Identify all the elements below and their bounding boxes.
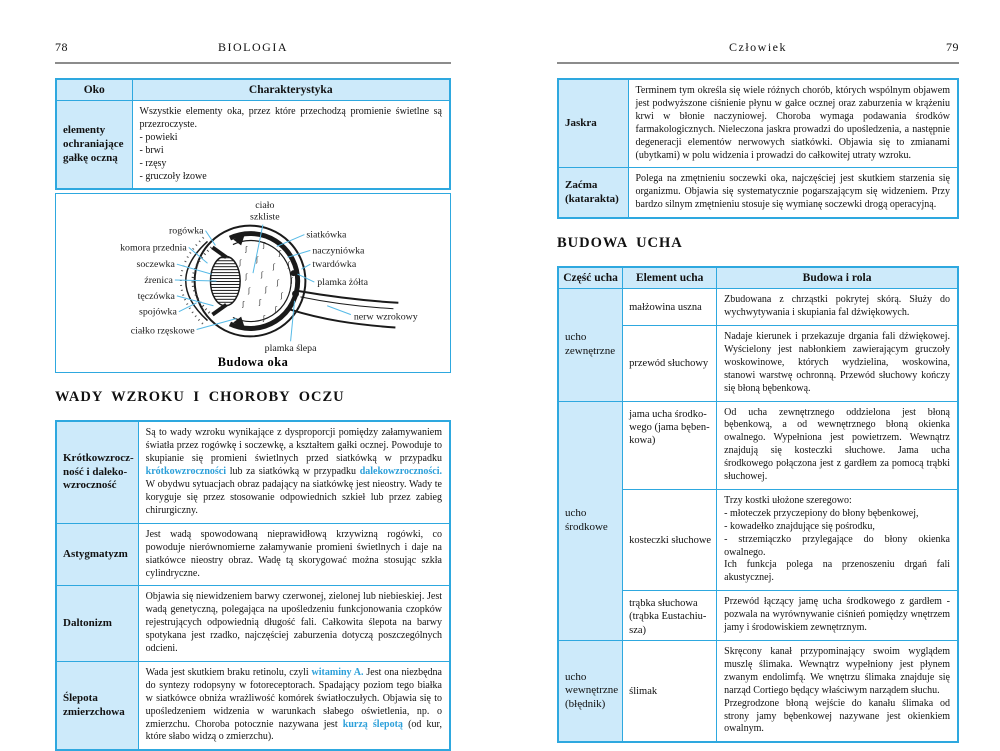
ear-element-description: Zbudowana z chrząstki pokrytej skórą. Służy do wychwytywania i skupiania fal dźwiękowych.: [717, 289, 958, 326]
row-label: Jaskra: [558, 79, 628, 168]
row-bullet-list: - powieki - brwi - rzęsy - gruczoły łzowe: [139, 131, 207, 182]
svg-text:ʃ: ʃ: [260, 271, 264, 280]
svg-text:ʃ: ʃ: [264, 286, 268, 295]
label-naczyniowka: naczyniówka: [312, 245, 365, 257]
label-cialko-rzeskowe: ciałko rzęskowe: [130, 325, 195, 337]
label-spojowka: spojówka: [138, 307, 177, 319]
row-content: Jest wadą spowodowaną nieprawidłową krzywizną rogówki, co powoduje nierównomierne załamywanie promieni świetlnych i daje na siatkówce nieostry obraz. Wadę tą skorygować można stosując szkła cylindryczne.: [138, 523, 450, 586]
diagram-caption: Budowa oka: [217, 355, 289, 370]
svg-text:ʃ: ʃ: [239, 259, 242, 268]
row-content: Są to wady wzroku wynikające z dysproporcji pomiędzy załamywaniem światła przez rogówkę i soczewkę, a kształtem gałki ocznej. Powoduje to skupianie się promieni świetlnych przed siatkówką w przypadku krótkowzroczności lub za siatkówką w przypadku dalekowzroczności. W obydwu sytuacjach obraz padający na siatkówkę jest nieostry. Wady te koryguje się przez stosowanie odpowiednich szkieł lub przez zabieg chirurgiczny.: [138, 421, 450, 523]
optic-nerve-upper: [298, 291, 399, 303]
row-content: Polega na zmętnieniu soczewki oka, najczęściej jest skutkiem starzenia się organizmu. Objawia się systematycznie pogarszającym się widzeniem. Przy bardzo silnym zmętnieniu stosuje się wymianę soczewki drogą operacyjną.: [628, 168, 958, 218]
svg-text:ʃ: ʃ: [242, 301, 245, 310]
label-plamka-slepa: plamka ślepa: [264, 343, 317, 355]
svg-text:ʃ: ʃ: [245, 245, 248, 254]
label-nerw-wzrokowy: nerw wzrokowy: [353, 312, 418, 324]
table-row: [56, 101, 450, 190]
label-cialo-szkliste: ciało: [255, 200, 275, 212]
running-head-right: [557, 40, 959, 64]
ear-element-description: Trzy kostki ułożone szeregowo: - młoteczek przyczepiony do błony bębenkowej, - kowadełko znajdujące się pośrodku, - strzemiączko przylegające do błony okienka owalnego. Ich funkcja polega na przenoszeniu drgań fali akustycznej.: [717, 489, 958, 590]
ear-element-name: przewód słuchowy: [623, 325, 717, 401]
ear-element-description: Nadaje kierunek i przekazuje drgania fali dźwiękowej. Wyścielony jest nabłonkiem zawierającym gruczoły woskowinowe, których wydzielina, woskowina, stanowi warstwę ochronną. Przewód słuchowy kończy się błoną bębenkową.: [717, 325, 958, 401]
vision-defects-table: [55, 420, 451, 751]
table-row: [558, 79, 958, 168]
running-title: BIOLOGIA: [218, 40, 288, 54]
svg-text:ʃ: ʃ: [274, 306, 278, 315]
table-row: [558, 641, 958, 743]
row-label: Ślepota zmierzchowa: [56, 661, 138, 750]
eye-diagram: [56, 194, 450, 372]
ear-element-name: małżowina uszna: [623, 289, 717, 326]
ear-part-label: ucho środkowe: [558, 401, 623, 641]
label-cialo-szkliste-2: szkliste: [250, 212, 280, 224]
col-header-budowa-i-rola: Budowa i rola: [717, 267, 958, 289]
row-content: Wada jest skutkiem braku retinolu, czyli witaminy A. Jest ona niezbędna do syntezy rodopsyny w fotoreceptorach. Spadający poziom tego białka w siatkówce obniża wrażliwość komórek światłoczułych. Objawia się to upośledzeniem widzenia w warunkach słabego oświetlenia, np. o zmierzchu. Choroba potocznie nazywana jest kurzą ślepotą (od kur, które słabo widzą o zmierzchu).: [138, 661, 450, 750]
ear-element-name: ślimak: [623, 641, 717, 743]
row-intro: Wszystkie elementy oka, przez które przechodzą promienie świetlne są przezroczyste.: [139, 106, 442, 130]
row-label: Daltonizm: [56, 586, 138, 662]
table-row: [558, 401, 958, 489]
row-content: [132, 101, 450, 190]
eye-diseases-table: [557, 78, 959, 219]
label-komora-przednia: komora przednia: [120, 242, 187, 254]
running-head-left: [55, 40, 451, 64]
row-label: elementy ochraniające gałkę oczną: [56, 101, 132, 190]
svg-text:ʃ: ʃ: [280, 292, 284, 301]
label-zrenica: źrenica: [144, 275, 173, 287]
table-row: [56, 586, 450, 662]
section-title-budowa-ucha: BUDOWA UCHA: [557, 235, 683, 252]
svg-text:ʃ: ʃ: [262, 315, 266, 324]
col-header-czesc-ucha: Część ucha: [558, 267, 623, 289]
table-row: [56, 421, 450, 523]
table-row: [56, 523, 450, 586]
ear-element-name: jama ucha środko- wego (jama bęben- kowa): [623, 401, 717, 489]
svg-text:ʃ: ʃ: [255, 256, 259, 265]
label-teczowka: tęczówka: [137, 291, 175, 303]
yellow-spot-mark: [291, 271, 297, 277]
ear-element-name: kosteczki słuchowe: [623, 489, 717, 590]
svg-text:ʃ: ʃ: [258, 299, 262, 308]
col-header-oko: Oko: [56, 79, 132, 101]
running-title: Człowiek: [729, 40, 787, 54]
svg-text:ʃ: ʃ: [245, 273, 248, 282]
table-row: [56, 661, 450, 750]
ear-part-label: ucho zewnętrzne: [558, 289, 623, 401]
table-row: [558, 289, 958, 326]
section-title-wady-wzroku: WADY WZROKU I CHOROBY OCZU: [55, 389, 345, 406]
row-label: Zaćma (katarakta): [558, 168, 628, 218]
label-soczewka: soczewka: [136, 259, 175, 271]
page-78: [55, 0, 451, 751]
row-content: Terminem tym określa się wiele różnych chorób, których wspólnym objawem jest podwyższone ciśnienie płynu w gałce ocznej oraz zaburzenia w krążeniu krwi w błonie naczyniowej. Choroba wymaga podawania środków farmakologicznych. Nieleczona jaskra prowadzi do upośledzenia, a następnie degeneracji elementów nerwowych siatkówki. Objawia się to zmianami (ubytkami) w polu widzenia i prowadzi do całkowitej utraty wzroku.: [628, 79, 958, 168]
blind-spot-mark: [292, 291, 299, 298]
svg-text:ʃ: ʃ: [272, 263, 276, 272]
svg-text:ʃ: ʃ: [262, 241, 266, 250]
row-label: Astygmatyzm: [56, 523, 138, 586]
svg-text:ʃ: ʃ: [290, 277, 293, 286]
page-number: 79: [946, 40, 959, 54]
eye-diagram-figure: [55, 193, 451, 373]
table-row: [558, 168, 958, 218]
label-siatkowka: siatkówka: [306, 229, 347, 241]
page-number: 78: [55, 40, 68, 54]
col-header-element-ucha: Element ucha: [623, 267, 717, 289]
ear-element-name: trąbka słuchowa (trąbka Eustachiu- sza): [623, 591, 717, 641]
eye-characteristics-table: [55, 78, 451, 190]
label-plamka-zolta: plamka żółta: [317, 277, 369, 289]
row-label: Krótkowzrocz- ność i daleko- wzroczność: [56, 421, 138, 523]
ear-element-description: Przewód łączący jamę ucha środkowego z gardłem - pozwala na wyrównywanie ciśnień pomiędzy wnętrzem jamy i środowiskiem zewnętrznym.: [717, 591, 958, 641]
svg-text:ʃ: ʃ: [276, 279, 280, 288]
svg-text:ʃ: ʃ: [287, 261, 290, 270]
page-79: [557, 0, 959, 743]
ear-part-label: ucho wewnętrzne (błędnik): [558, 641, 623, 743]
svg-text:ʃ: ʃ: [278, 249, 282, 258]
row-content: Objawia się niewidzeniem barwy czerwonej, zielonej lub niebieskiej. Jest wadą genetyczną, polegająca na upośledzeniu funkcjonowania czopków rejestrujących odpowiednią długość fali. Całkowita ślepota na barwy spotykana jest rzadko, najczęściej zaburzenia dotyczą poszczególnych odcieni.: [138, 586, 450, 662]
col-header-charakterystyka: Charakterystyka: [132, 79, 450, 101]
ear-element-description: Od ucha zewnętrznego oddzielona jest błoną bębenkową, a od wewnętrznego błoną okienka owalnego. Wypełniona jest powietrzem. Wewnątrz znajdują się kosteczki słuchowe. Jama ucha środkowego połączona jest z gardłem za pomocą trąbki słuchowej.: [717, 401, 958, 489]
label-rogowka: rogówka: [168, 225, 204, 237]
ear-element-description: Skręcony kanał przypominający swoim wyglądem muszlę ślimaka. Wewnątrz wypełniony jest płynem zwanym endolimfą. We wnętrzu ślimaka znajduje się narząd Cortiego będący właściwym narządem słuchu. Przegrodzone błoną wejście do kanału ślimaka od strony jamy bębenkowej nazywane jest okienkiem owalnym.: [717, 641, 958, 743]
ear-structure-table: [557, 266, 959, 743]
svg-text:ʃ: ʃ: [248, 287, 251, 296]
label-twardowka: twardówka: [312, 259, 357, 271]
